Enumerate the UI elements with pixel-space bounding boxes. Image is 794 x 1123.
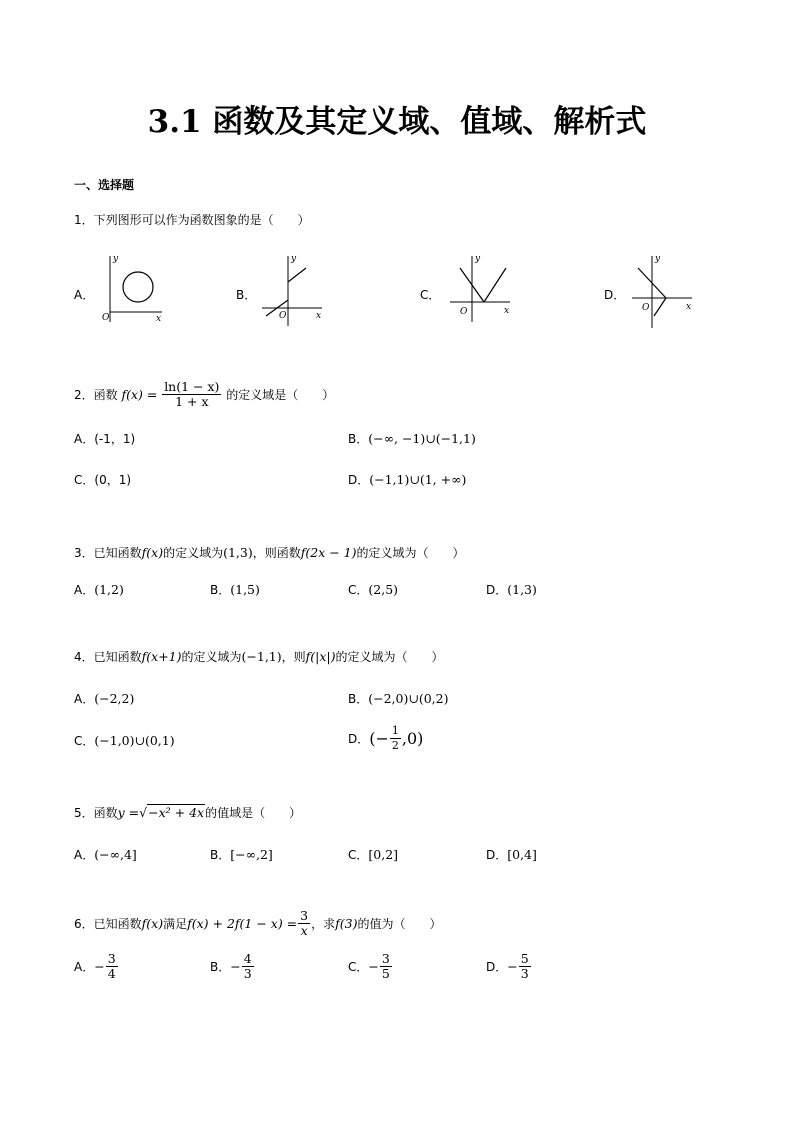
option-label: D． [486, 848, 508, 862]
option-sign: − [368, 959, 379, 974]
q4-option-d [348, 724, 423, 753]
option-sign: − [94, 959, 105, 974]
q3-option-b [210, 581, 260, 598]
q2-option-b [348, 430, 476, 447]
option-sign: − [507, 959, 518, 974]
option-value: (1,5) [230, 582, 260, 597]
x-axis-label: x [686, 302, 692, 312]
q2-numerator: ln(1 − x) [164, 379, 220, 394]
option-label: C． [74, 473, 95, 487]
page-title: 3.1 函数及其定义域、值域、解析式 [147, 104, 647, 140]
option-value: (−1,0)∪(0,1) [94, 733, 175, 748]
option-label: C． [348, 960, 369, 974]
q5-option-b [210, 846, 273, 863]
q6-stem [74, 909, 441, 938]
q4-text: 的定义域为 [181, 650, 242, 664]
section-heading: 一、选择题 [74, 178, 135, 192]
option-value: (0，1) [94, 473, 132, 487]
q3-func: f(2x − 1) [300, 545, 357, 560]
option-fraction [390, 724, 401, 753]
option-label: A． [74, 432, 95, 446]
q2-option-a [74, 430, 135, 447]
q6-text: 的值为（ ） [357, 917, 442, 931]
option-label: A． [74, 692, 95, 706]
q3-option-c [348, 581, 398, 598]
denominator: 4 [107, 966, 116, 981]
option-value: (−2,0)∪(0,2) [368, 691, 449, 706]
numerator: 1 [391, 724, 399, 737]
origin-label: O [279, 311, 287, 321]
option-label: A． [74, 583, 95, 597]
q1-option-d-label: D． [604, 288, 626, 302]
q6-option-a [74, 952, 119, 981]
origin-label: O [642, 303, 650, 313]
q3-stem [74, 544, 465, 561]
option-label: A． [74, 960, 95, 974]
q6-option-b [210, 952, 255, 981]
q4-func: f(x+1) [141, 649, 182, 664]
y-axis-label: y [475, 254, 481, 264]
y-axis-label: y [291, 254, 297, 264]
option-label: C． [348, 583, 369, 597]
option-value: (− [369, 729, 389, 748]
option-label: A． [74, 848, 95, 862]
numerator: 4 [243, 951, 252, 966]
q3-domain: (1,3) [223, 545, 253, 560]
q5-option-d [486, 846, 537, 863]
option-value: (−∞, −1)∪(−1,1) [368, 431, 476, 446]
option-value: ,0) [401, 729, 424, 748]
q3-option-d [486, 581, 537, 598]
q1-graph-c [446, 252, 516, 332]
q6-text: ，求 [311, 917, 336, 931]
q2-tail: 的定义域是（ ） [226, 388, 335, 402]
numerator: 3 [381, 951, 390, 966]
circle-curve [123, 272, 153, 302]
numerator: 3 [107, 951, 116, 966]
y-axis-label: y [655, 254, 661, 264]
q1-graph-b [258, 252, 328, 332]
q2-option-d [348, 471, 466, 488]
denominator: 5 [381, 966, 390, 981]
q1-graph-a [96, 252, 166, 332]
q6-text: 满足 [163, 917, 188, 931]
q5-stem: 5．函数y =√−x² + 4x的值域是（ ） [74, 805, 302, 820]
q4-text: ，则 [281, 650, 306, 664]
option-label: D． [348, 732, 370, 746]
q2-stem [74, 380, 334, 409]
q4-option-a [74, 690, 134, 707]
q1-stem: 1．下列图形可以作为函数图象的是（ ） [74, 213, 310, 227]
q1-option-a-label: A． [74, 288, 95, 302]
numerator: 5 [520, 951, 529, 966]
option-label: D． [348, 473, 370, 487]
option-value: (-1，1) [94, 432, 136, 446]
q5-option-c [348, 846, 398, 863]
option-value: (1,2) [94, 582, 124, 597]
option-value: (−∞,4] [94, 847, 137, 862]
x-axis-label: x [316, 311, 322, 321]
q6-fraction [298, 909, 310, 938]
option-value: [0,4] [507, 847, 537, 862]
origin-label: O [460, 307, 468, 317]
denominator: 3 [243, 966, 252, 981]
q3-text: 的定义域为（ ） [356, 546, 465, 560]
q4-func: f(|x|) [305, 649, 336, 664]
option-label: C． [74, 734, 95, 748]
q5-text: 的值域是（ ） [205, 806, 302, 820]
x-axis-label: x [156, 314, 162, 324]
y-axis-label: y [113, 254, 119, 264]
q2-func: f(x) = [121, 387, 158, 402]
q6-text: 6．已知函数 [74, 917, 142, 931]
q4-option-c [74, 732, 175, 749]
q3-option-a [74, 581, 124, 598]
option-label: B． [348, 432, 369, 446]
option-fraction [519, 952, 531, 981]
q3-text: ，则函数 [252, 546, 301, 560]
option-value: (1,3) [507, 582, 537, 597]
option-label: B． [210, 960, 231, 974]
q5-text: 5．函数 [74, 806, 118, 820]
q4-stem [74, 648, 444, 665]
q6-option-d [486, 952, 532, 981]
option-label: D． [486, 960, 508, 974]
option-value: (−1,1)∪(1, +∞) [369, 472, 467, 487]
option-label: B． [210, 848, 231, 862]
option-label: B． [348, 692, 369, 706]
denominator: 3 [520, 966, 529, 981]
q3-func: f(x) [141, 545, 164, 560]
q5-option-a [74, 846, 137, 863]
numerator: 3 [300, 908, 309, 923]
q4-domain: (−1,1) [241, 649, 282, 664]
denominator: 2 [391, 739, 399, 752]
origin-label: O [102, 313, 110, 323]
option-value: [0,2] [368, 847, 399, 862]
q2-fraction [162, 380, 221, 409]
option-label: B． [210, 583, 231, 597]
q1-graph-d [628, 252, 698, 332]
option-value: (2,5) [368, 582, 399, 597]
option-label: D． [486, 583, 508, 597]
q1-option-c-label: C． [420, 288, 441, 302]
option-fraction [242, 952, 254, 981]
q2-number: 2．函数 [74, 388, 118, 402]
q6-func: f(x) [141, 916, 164, 931]
q4-text: 4．已知函数 [74, 650, 142, 664]
q5-func: y = [117, 805, 140, 820]
q3-text: 3．已知函数 [74, 546, 142, 560]
q2-denominator: 1 + x [175, 394, 209, 409]
option-label: C． [348, 848, 369, 862]
q2-option-c [74, 471, 131, 488]
x-axis-label: x [504, 306, 510, 316]
option-fraction [106, 952, 118, 981]
q6-func: f(3) [335, 916, 358, 931]
q6-option-c [348, 952, 393, 981]
q1-option-b-label: B． [236, 288, 257, 302]
option-sign: − [230, 959, 241, 974]
q3-text: 的定义域为 [163, 546, 224, 560]
q5-radicand: −x² + 4x [148, 805, 205, 820]
option-value: [−∞,2] [230, 847, 273, 862]
option-value: (−2,2) [94, 691, 135, 706]
option-fraction [380, 952, 392, 981]
denominator: x [300, 923, 308, 938]
q4-text: 的定义域为（ ） [335, 650, 444, 664]
q6-equation: f(x) + 2f(1 − x) = [187, 916, 298, 931]
q4-option-b [348, 690, 448, 707]
